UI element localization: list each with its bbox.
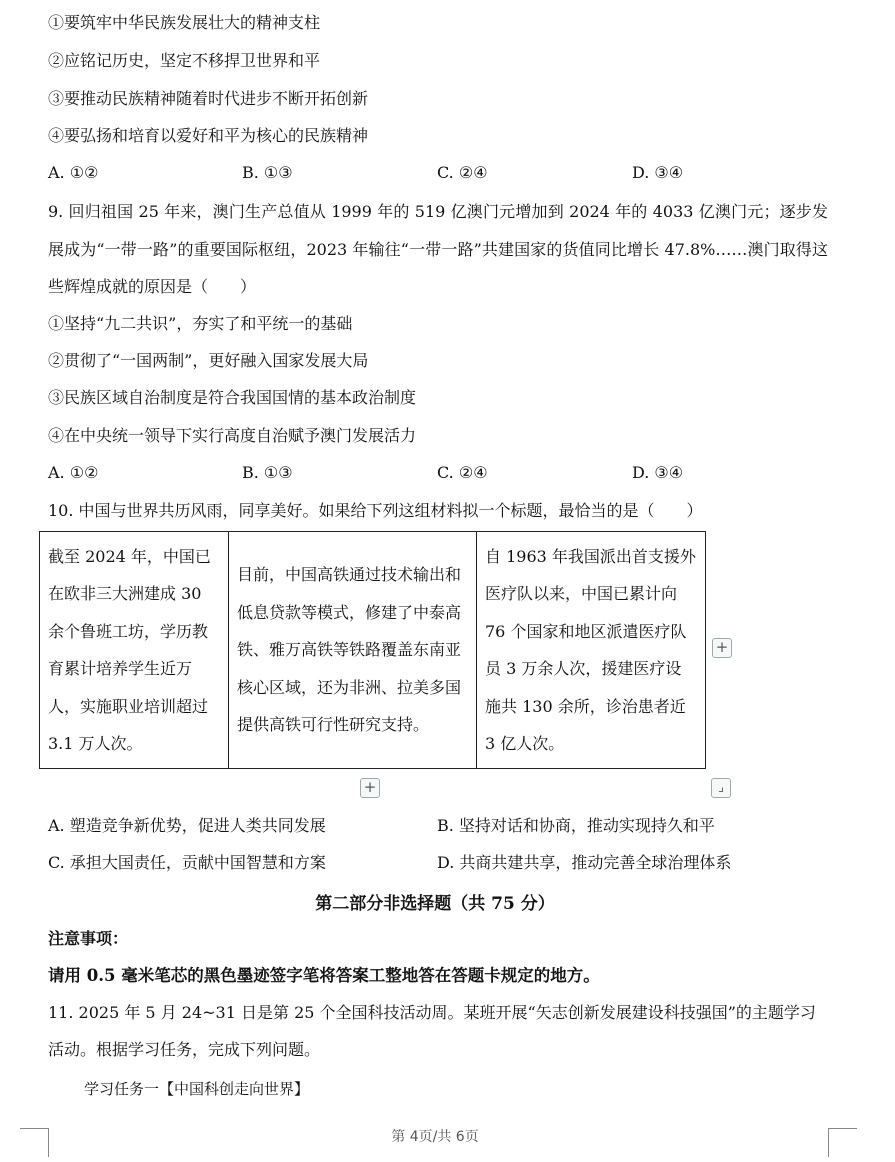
page-number: 第 4页/共 6页: [391, 1129, 479, 1145]
material-cell-1[interactable]: 截至 2024 年，中国已在欧非三大洲建成 30 余个鲁班工坊，学历教育累计培养学生近万人，实施职业培训超过 3.1 万人次。: [40, 532, 229, 769]
q8-option-d: D. ③④: [632, 163, 684, 182]
q10-option-c: C. 承担大国责任，贡献中国智慧和方案: [48, 853, 326, 872]
q8-item-1: ①要筑牢中华民族发展壮大的精神支柱: [48, 13, 321, 32]
notice-text: 请用 0.5 毫米笔芯的黑色墨迹签字笔将答案工整地答在答题卡规定的地方。: [48, 966, 600, 985]
task1-title: 学习任务一【中国科创走向世界】: [84, 1080, 310, 1098]
q10-material-table[interactable]: [39, 531, 706, 769]
add-row-button[interactable]: +: [360, 778, 380, 798]
q10-stem: 10. 中国与世界共历风雨，同享美好。如果给下列这组材料拟一个标题，最恰当的是（ ）: [48, 501, 703, 520]
part2-title: 第二部分非选择题（共 75 分）: [315, 894, 555, 914]
q9-option-a: A. ①②: [48, 463, 99, 482]
q8-option-b: B. ①③: [242, 163, 293, 182]
q9-option-b: B. ①③: [242, 463, 293, 482]
q9-stem: 9. 回归祖国 25 年来，澳门生产总值从 1999 年的 519 亿澳门元增加到 2024 年的 4033 亿澳门元；逐步发展成为“一带一路”的重要国际枢纽，2023 年输往“一带一路”共建国家的货值同比增长 47.8%……澳门取得这些辉煌成就的原因是（ ）: [48, 202, 828, 296]
table-row: [40, 532, 706, 769]
q10-option-a: A. 塑造竞争新优势，促进人类共同发展: [48, 816, 326, 835]
q11-stem-line-2: 活动。根据学习任务，完成下列问题。: [48, 1040, 321, 1059]
q9-option-d: D. ③④: [632, 463, 684, 482]
q9-options: [48, 463, 828, 485]
q9-option-c: C. ②④: [437, 463, 488, 482]
q11-stem-line-1: 11. 2025 年 5 月 24~31 日是第 25 个全国科技活动周。某班开展“矢志创新发展建设科技强国”的主题学习: [48, 1003, 816, 1022]
q8-item-3: ③要推动民族精神随着时代进步不断开拓创新: [48, 89, 369, 108]
q9-item-2: ②贯彻了“一国两制”，更好融入国家发展大局: [48, 351, 369, 370]
q10-option-d: D. 共商共建共享，推动完善全球治理体系: [437, 853, 732, 872]
material-cell-2[interactable]: 目前，中国高铁通过技术输出和低息贷款等模式，修建了中泰高铁、雅万高铁等铁路覆盖东南亚核心区域，还为非洲、拉美多国提供高铁可行性研究支持。: [229, 532, 477, 769]
q8-options: [48, 163, 828, 185]
q9-item-4: ④在中央统一领导下实行高度自治赋予澳门发展活力: [48, 426, 417, 445]
q8-item-2: ②应铭记历史，坚定不移捍卫世界和平: [48, 51, 321, 70]
q8-option-c: C. ②④: [437, 163, 488, 182]
q8-option-a: A. ①②: [48, 163, 99, 182]
material-cell-3[interactable]: 自 1963 年我国派出首支援外医疗队以来，中国已累计向 76 个国家和地区派遣医疗队员 3 万余人次，援建医疗设施共 130 余所，诊治患者近 3 亿人次。: [477, 532, 706, 769]
table-resize-handle[interactable]: ⌟: [711, 778, 731, 798]
q10-option-b: B. 坚持对话和协商，推动实现持久和平: [437, 816, 715, 835]
add-column-button[interactable]: +: [712, 638, 732, 658]
q9-item-1: ①坚持“九二共识”，夯实了和平统一的基础: [48, 314, 353, 333]
q8-item-4: ④要弘扬和培育以爱好和平为核心的民族精神: [48, 126, 369, 145]
q9-item-3: ③民族区域自治制度是符合我国国情的基本政治制度: [48, 388, 417, 407]
notice-title: 注意事项：: [48, 929, 129, 948]
